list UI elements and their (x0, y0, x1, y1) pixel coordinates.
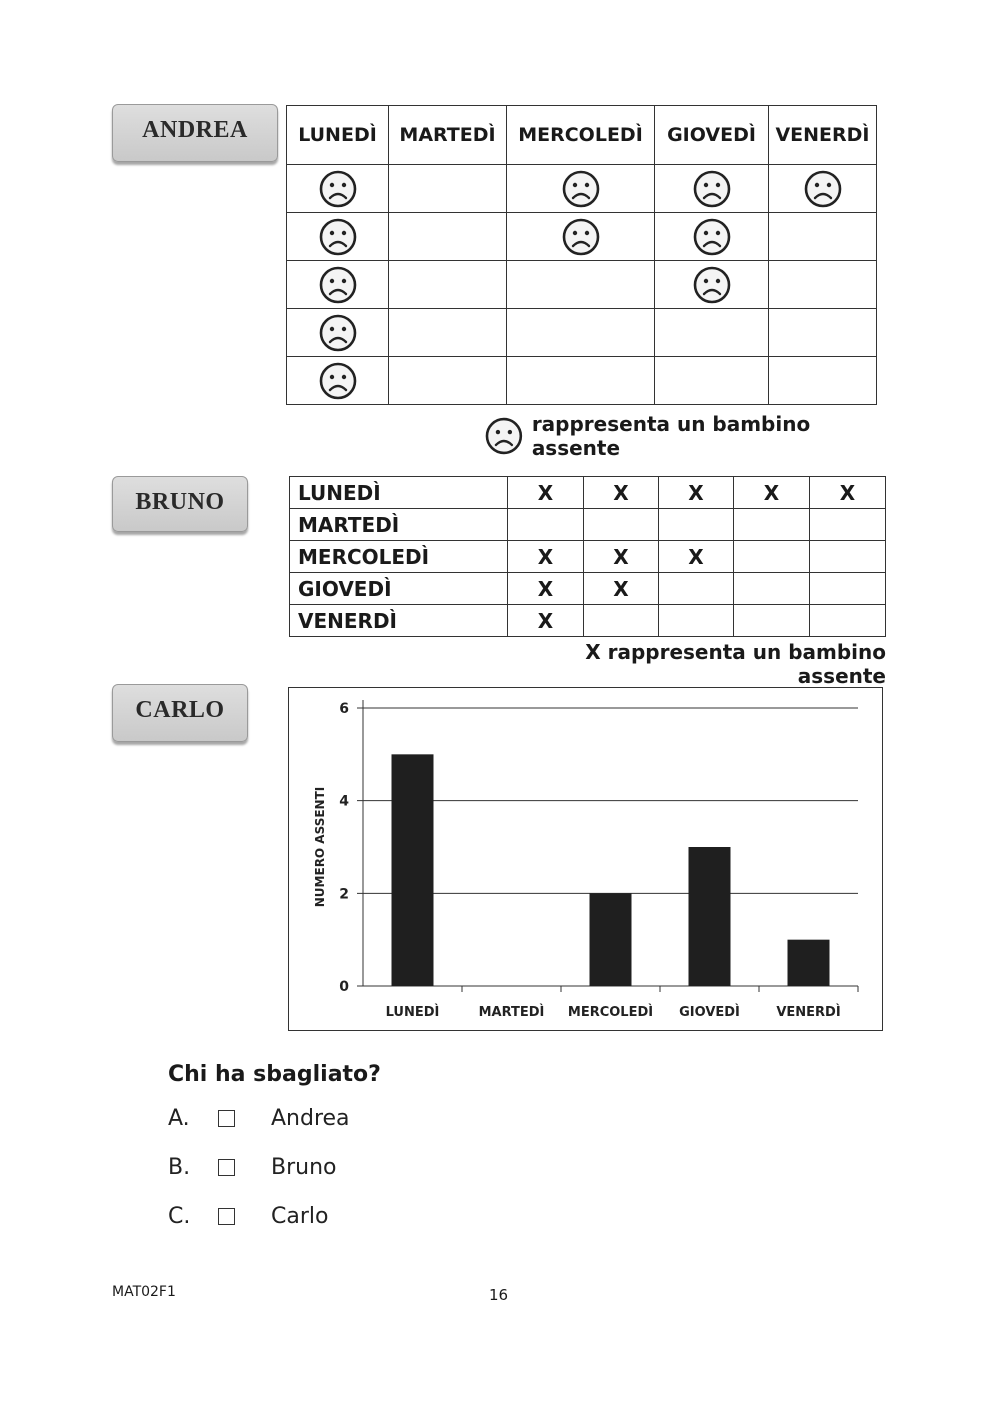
bruno-mark-cell (659, 509, 734, 541)
andrea-cell (655, 261, 769, 309)
andrea-cell (287, 309, 389, 357)
sad-face-icon (692, 169, 732, 209)
andrea-row (287, 357, 877, 405)
bruno-mark-cell (584, 509, 659, 541)
bar-chart-svg (289, 688, 884, 1032)
andrea-cell (389, 261, 507, 309)
bruno-row (290, 477, 886, 509)
option-label: Carlo (271, 1204, 329, 1229)
bruno-mark-cell (810, 605, 886, 637)
checkbox-carlo[interactable] (218, 1208, 235, 1225)
bruno-mark-cell: X (659, 541, 734, 573)
andrea-cell (655, 357, 769, 405)
bruno-mark-cell (584, 605, 659, 637)
bruno-mark-cell (810, 509, 886, 541)
option-label: Andrea (271, 1106, 350, 1131)
bruno-row (290, 541, 886, 573)
sad-face-icon (318, 265, 358, 305)
bruno-day-label: VENERDÌ (290, 605, 508, 637)
andrea-cell (507, 165, 655, 213)
option-label: Bruno (271, 1155, 337, 1180)
bruno-mark-cell: X (508, 541, 584, 573)
option-letter: C. (168, 1204, 191, 1229)
bar-mercoledì (590, 893, 632, 986)
bruno-mark-cell (734, 605, 810, 637)
andrea-row (287, 213, 877, 261)
checkbox-andrea[interactable] (218, 1110, 235, 1127)
andrea-row (287, 261, 877, 309)
bruno-mark-cell: X (508, 605, 584, 637)
andrea-cell (389, 309, 507, 357)
andrea-header-mercoledi: MERCOLEDÌ (507, 106, 655, 165)
bruno-mark-cell: X (584, 573, 659, 605)
y-tick-label: 2 (339, 886, 349, 903)
andrea-cell (655, 165, 769, 213)
y-tick-label: 6 (339, 701, 349, 717)
andrea-header-martedi: MARTEDÌ (389, 106, 507, 165)
sad-face-icon (692, 265, 732, 305)
sad-face-icon (692, 217, 732, 257)
bruno-day-label: MARTEDÌ (290, 509, 508, 541)
andrea-cell (655, 213, 769, 261)
bruno-mark-cell (734, 573, 810, 605)
andrea-cell (287, 357, 389, 405)
andrea-legend-text: rappresenta un bambino assente (531, 412, 811, 460)
andrea-cell (769, 213, 877, 261)
andrea-legend (484, 414, 886, 458)
y-tick-label: 4 (339, 793, 349, 810)
bruno-name-button: BRUNO (112, 476, 248, 532)
andrea-cell (507, 357, 655, 405)
sad-face-icon (318, 169, 358, 209)
page-number: 16 (489, 1286, 509, 1304)
bruno-mark-cell: X (508, 477, 584, 509)
andrea-cell (507, 309, 655, 357)
sad-face-icon (484, 415, 524, 457)
andrea-header-venerdi: VENERDÌ (769, 106, 877, 165)
bruno-mark-cell: X (734, 477, 810, 509)
andrea-cell (507, 213, 655, 261)
andrea-cell (769, 357, 877, 405)
bruno-mark-cell (659, 605, 734, 637)
andrea-cell (287, 261, 389, 309)
carlo-name-button: CARLO (112, 684, 248, 742)
bruno-mark-cell: X (584, 477, 659, 509)
andrea-header-lunedi: LUNEDÌ (287, 106, 389, 165)
andrea-row (287, 309, 877, 357)
andrea-cell (507, 261, 655, 309)
sad-face-icon (318, 313, 358, 353)
x-category-label: VENERDÌ (776, 1005, 841, 1020)
bruno-mark-cell: X (584, 541, 659, 573)
x-category-label: LUNEDÌ (385, 1005, 440, 1020)
bruno-mark-cell: X (659, 477, 734, 509)
sad-face-icon (318, 361, 358, 401)
sad-face-icon (561, 217, 601, 257)
question-title: Chi ha sbagliato? (168, 1062, 381, 1087)
bruno-day-label: MERCOLEDÌ (290, 541, 508, 573)
andrea-name-button: ANDREA (112, 104, 278, 162)
x-category-label: MERCOLEDÌ (567, 1005, 654, 1020)
bruno-mark-cell: X (508, 573, 584, 605)
sad-face-icon (318, 217, 358, 257)
andrea-cell (769, 165, 877, 213)
bruno-mark-cell (508, 509, 584, 541)
andrea-cell (769, 261, 877, 309)
andrea-cell (655, 309, 769, 357)
option-letter: B. (168, 1155, 191, 1180)
andrea-pictogram-table (286, 105, 877, 405)
option-letter: A. (168, 1106, 190, 1131)
andrea-header-giovedi: GIOVEDÌ (655, 106, 769, 165)
bruno-mark-cell (810, 573, 886, 605)
bruno-day-label: LUNEDÌ (290, 477, 508, 509)
x-category-label: GIOVEDÌ (679, 1005, 740, 1020)
bruno-mark-cell (659, 573, 734, 605)
sad-face-icon (561, 169, 601, 209)
bruno-tally-table (289, 476, 886, 637)
bruno-mark-cell (734, 541, 810, 573)
bruno-row (290, 573, 886, 605)
andrea-cell (769, 309, 877, 357)
bruno-row (290, 509, 886, 541)
y-axis-label: NUMERO ASSENTI (313, 786, 327, 908)
bruno-mark-cell (810, 541, 886, 573)
sad-face-icon (803, 169, 843, 209)
y-tick-label: 0 (339, 979, 349, 995)
bruno-mark-cell (734, 509, 810, 541)
bar-giovedì (689, 847, 731, 986)
bruno-mark-cell: X (810, 477, 886, 509)
andrea-cell (389, 357, 507, 405)
andrea-cell (389, 213, 507, 261)
checkbox-bruno[interactable] (218, 1159, 235, 1176)
bruno-day-label: GIOVEDÌ (290, 573, 508, 605)
x-category-label: MARTEDÌ (478, 1005, 545, 1020)
bar-venerdì (788, 940, 830, 986)
andrea-row (287, 165, 877, 213)
andrea-cell (389, 165, 507, 213)
bar-lunedì (392, 754, 434, 986)
bruno-row (290, 605, 886, 637)
bruno-legend: X rappresenta un bambino assente (585, 640, 886, 688)
carlo-bar-chart (288, 687, 883, 1031)
andrea-cell (287, 213, 389, 261)
footer-code: MAT02F1 (112, 1284, 176, 1300)
andrea-cell (287, 165, 389, 213)
